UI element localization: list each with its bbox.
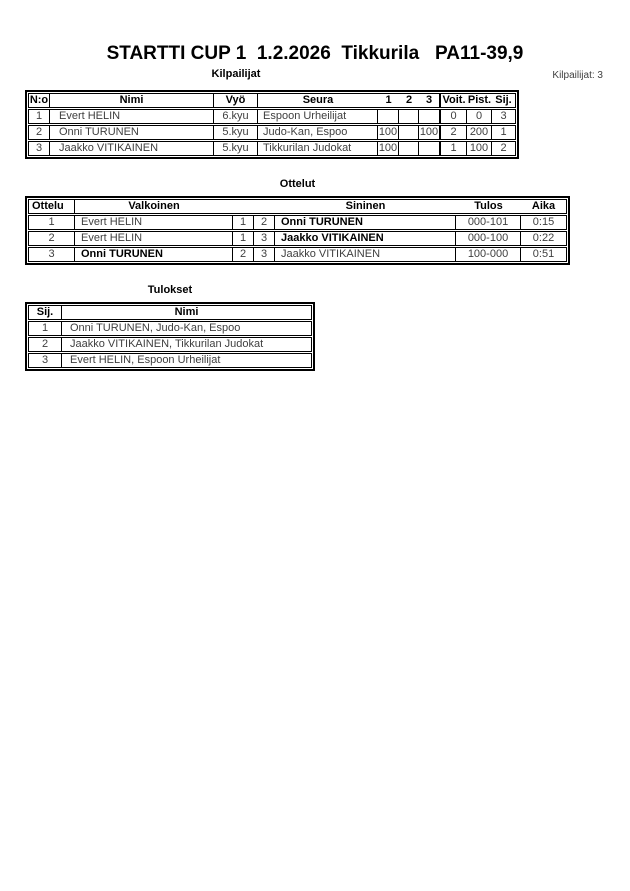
match-number: 1 xyxy=(29,216,75,229)
points: 100 xyxy=(467,142,492,155)
competitor-number: 2 xyxy=(29,126,50,139)
page-title: STARTTI CUP 1 1.2.2026 Tikkurila PA11-39,9 xyxy=(106,43,524,64)
results-header-row xyxy=(28,305,312,320)
score-vs-3 xyxy=(419,110,439,123)
col-header-club: Seura xyxy=(302,94,334,106)
result-row xyxy=(28,321,312,336)
col-header-1: 1 xyxy=(385,94,392,106)
match-row xyxy=(28,247,567,262)
result-name: Onni TURUNEN, Judo-Kan, Espoo xyxy=(70,322,241,334)
score-vs-1: 100 xyxy=(378,126,398,138)
section-title-ottelut: Ottelut xyxy=(279,178,316,190)
result-row xyxy=(28,337,312,352)
competitor-name: Jaakko VITIKAINEN xyxy=(50,142,214,155)
blue-number: 3 xyxy=(254,232,275,245)
match-result: 000-100 xyxy=(456,232,521,245)
competitor-club: Tikkurilan Judokat xyxy=(258,142,378,155)
result-name: Evert HELIN, Espoon Urheilijat xyxy=(70,354,221,366)
section-title-kilpailijat: Kilpailijat xyxy=(211,68,261,80)
col-header-name: Nimi xyxy=(50,94,214,107)
competitors-table xyxy=(25,90,519,159)
final-results-table xyxy=(25,302,315,371)
col-header-blue-no xyxy=(254,200,275,213)
result-name: Jaakko VITIKAINEN, Tikkurilan Judokat xyxy=(70,338,264,350)
white-number: 2 xyxy=(233,248,254,261)
white-number: 1 xyxy=(233,216,254,229)
col-header-belt: Vyö xyxy=(214,94,258,107)
placement: 2 xyxy=(500,142,507,154)
white-competitor: Evert HELIN xyxy=(75,216,233,229)
section-title-tulokset: Tulokset xyxy=(147,284,193,296)
competitor-belt: 5.kyu xyxy=(214,126,258,139)
wins-count: 1 xyxy=(439,142,467,155)
col-header-place: Sij. xyxy=(495,94,512,106)
col-header-place: Sij. xyxy=(29,306,62,319)
competitor-row xyxy=(28,125,516,140)
match-row xyxy=(28,231,567,246)
wins-count: 0 xyxy=(439,110,467,123)
competitor-number: 1 xyxy=(29,110,50,123)
match-result: 000-101 xyxy=(456,216,521,229)
competitor-number: 3 xyxy=(29,142,50,155)
col-header-blue: Sininen xyxy=(345,200,386,212)
result-row xyxy=(28,353,312,368)
placement: 3 xyxy=(500,110,507,122)
competitor-name: Evert HELIN xyxy=(50,110,214,123)
competitor-row xyxy=(28,109,516,124)
blue-competitor: Jaakko VITIKAINEN xyxy=(275,248,456,261)
score-vs-2 xyxy=(399,110,419,123)
col-header-name: Nimi xyxy=(174,306,199,318)
col-header-white: Valkoinen xyxy=(128,200,180,212)
blue-competitor: Onni TURUNEN xyxy=(275,216,456,229)
score-vs-2 xyxy=(399,142,419,155)
matches-header-row xyxy=(28,199,567,214)
competitors-header-row xyxy=(28,93,516,108)
competitor-club: Judo-Kan, Espoo xyxy=(258,126,378,139)
points: 0 xyxy=(467,110,492,123)
competitor-count: Kilpailijat: 3 xyxy=(552,70,603,81)
score-vs-3: 100 xyxy=(419,126,439,138)
result-place: 3 xyxy=(29,354,62,367)
col-header-3: 3 xyxy=(425,94,433,106)
col-header-wins: Voit. xyxy=(439,94,467,107)
result-place: 2 xyxy=(29,338,62,351)
points: 200 xyxy=(467,126,492,139)
match-result: 100-000 xyxy=(456,248,521,261)
wins-count: 2 xyxy=(439,126,467,139)
match-time: 0:51 xyxy=(532,248,555,260)
blue-number: 3 xyxy=(254,248,275,261)
blue-number: 2 xyxy=(254,216,275,229)
white-number: 1 xyxy=(233,232,254,245)
blue-competitor: Jaakko VITIKAINEN xyxy=(275,232,456,245)
col-header-match: Ottelu xyxy=(29,200,75,213)
competitor-name: Onni TURUNEN xyxy=(50,126,214,139)
match-time: 0:22 xyxy=(532,232,555,244)
matches-table xyxy=(25,196,570,265)
match-number: 3 xyxy=(29,248,75,261)
result-place: 1 xyxy=(29,322,62,335)
competitor-belt: 6.kyu xyxy=(214,110,258,123)
match-row xyxy=(28,215,567,230)
col-header-no: N:o xyxy=(29,94,49,106)
competitor-row xyxy=(28,141,516,156)
competitor-club: Espoon Urheilijat xyxy=(258,110,378,123)
col-header-result: Tulos xyxy=(474,200,503,212)
score-vs-1: 100 xyxy=(378,142,398,154)
score-vs-3 xyxy=(419,142,439,155)
col-header-time: Aika xyxy=(531,200,556,212)
competitor-belt: 5.kyu xyxy=(214,142,258,155)
col-header-white-no xyxy=(233,200,254,213)
score-vs-2 xyxy=(399,126,419,139)
placement: 1 xyxy=(500,126,507,138)
score-vs-1 xyxy=(378,110,399,123)
match-time: 0:15 xyxy=(532,216,555,228)
col-header-2: 2 xyxy=(405,94,413,106)
match-number: 2 xyxy=(29,232,75,245)
col-header-points: Pist. xyxy=(467,94,492,106)
white-competitor: Onni TURUNEN xyxy=(75,248,233,261)
white-competitor: Evert HELIN xyxy=(75,232,233,245)
